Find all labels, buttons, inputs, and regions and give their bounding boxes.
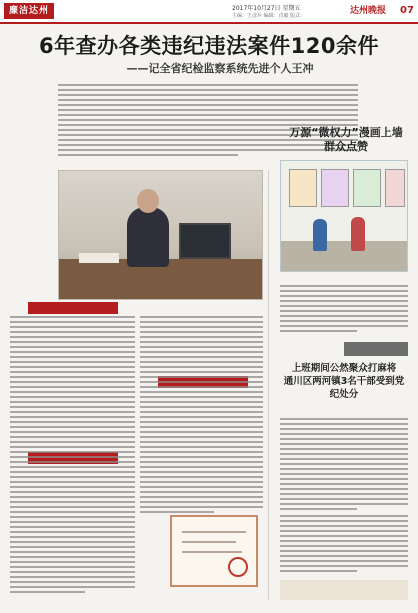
right-story-title: 万源“微权力”漫画上墙 群众点赞 <box>289 126 403 153</box>
photo-person <box>313 219 327 251</box>
certificate-line <box>182 541 236 543</box>
main-headline: 6年查办各类违纪违法案件120余件 <box>39 34 379 58</box>
cartoon-panel <box>353 169 381 207</box>
feature-photo <box>58 170 263 300</box>
newspaper-logo: 达州晚报 <box>349 6 386 16</box>
photo-ground <box>281 241 408 272</box>
right-section-banner <box>344 342 408 356</box>
main-subheadline: ——记全省纪检监察系统先进个人王冲 <box>126 62 314 75</box>
photo-monitor <box>179 223 231 259</box>
certificate-line <box>182 551 242 553</box>
right-story-photo <box>280 160 408 272</box>
right-column-text <box>280 285 408 335</box>
photo-person <box>127 207 169 267</box>
masthead <box>0 0 418 24</box>
middle-column-text <box>140 316 263 516</box>
photo-person-head <box>137 189 159 213</box>
certificate-image <box>170 515 258 587</box>
section-title: 廉洁达州 <box>4 3 54 19</box>
photo-person <box>351 217 365 251</box>
cartoon-panel <box>385 169 405 207</box>
left-subheading <box>28 302 118 314</box>
right-column-text-3 <box>280 515 408 575</box>
certificate-stamp-icon <box>228 557 248 577</box>
right-story2-title: 上班期间公然聚众打麻将 通川区两河镇3名干部受到党纪处分 <box>283 363 405 400</box>
photo-papers <box>79 253 119 263</box>
issue-date: 2017年10月27日 星期五 <box>232 5 301 12</box>
page-number: 07 <box>400 5 414 16</box>
column-divider <box>268 170 269 600</box>
cartoon-panel <box>321 169 349 207</box>
cartoon-panel <box>289 169 317 207</box>
editor-credits: 主编：王彦兵 编辑：肖毅 版式： <box>232 13 306 19</box>
right-column-text-2 <box>280 418 408 513</box>
left-column-text <box>10 316 135 596</box>
right-footer-block <box>280 580 408 600</box>
certificate-line <box>182 531 246 533</box>
